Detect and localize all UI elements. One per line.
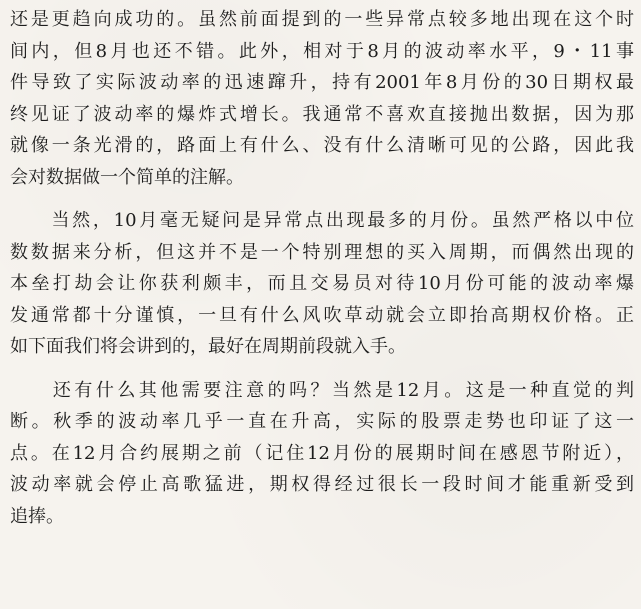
text-line: 追捧。	[10, 505, 64, 527]
paragraph-2	[10, 205, 634, 363]
text-line: 就像一条光滑的，路面上有什么、没有什么清晰可见的公路，因此我	[10, 135, 634, 156]
text-line: 发通常都十分谨慎，一旦有什么风吹草动就会立即抬高期权价格。正	[10, 304, 634, 326]
text-line: 数数据来分析，但这并不是一个特别理想的买入周期，而偶然出现的	[10, 241, 634, 263]
text-line: 如下面我们将会讲到的，最好在周期前段就入手。	[10, 336, 406, 357]
text-line: 点。在12月合约展期之前（记住12月份的展期时间在感恩节附近），	[10, 442, 634, 464]
text-line: 当然，10月毫无疑问是异常点出现最多的月份。虽然严格以中位	[10, 210, 634, 231]
body-text	[10, 4, 634, 532]
text-line: 还是更趋向成功的。虽然前面提到的一些异常点较多地出现在这个时	[10, 9, 634, 30]
text-line: 还有什么其他需要注意的吗？当然是12月。这是一种直觉的判	[10, 379, 634, 401]
paragraph-3	[10, 375, 634, 533]
paragraph-1	[10, 4, 634, 193]
text-line: 本垒打劫会让你获利颇丰，而且交易员对待10月份可能的波动率爆	[10, 273, 634, 294]
text-line: 终见证了波动率的爆炸式增长。我通常不喜欢直接抛出数据，因为那	[10, 103, 634, 125]
text-line: 波动率就会停止高歌猛进，期权得经过很长一段时间才能重新受到	[10, 474, 634, 495]
text-line: 间内，但8月也还不错。此外，相对于8月的波动率水平，9・11事	[10, 40, 634, 62]
text-line: 件导致了实际波动率的迅速蹿升，持有2001年8月份的30日期权最	[10, 72, 634, 93]
text-line: 会对数据做一个简单的注解。	[10, 166, 244, 188]
text-line: 断。秋季的波动率几乎一直在升高，实际的股票走势也印证了这一	[10, 411, 634, 432]
